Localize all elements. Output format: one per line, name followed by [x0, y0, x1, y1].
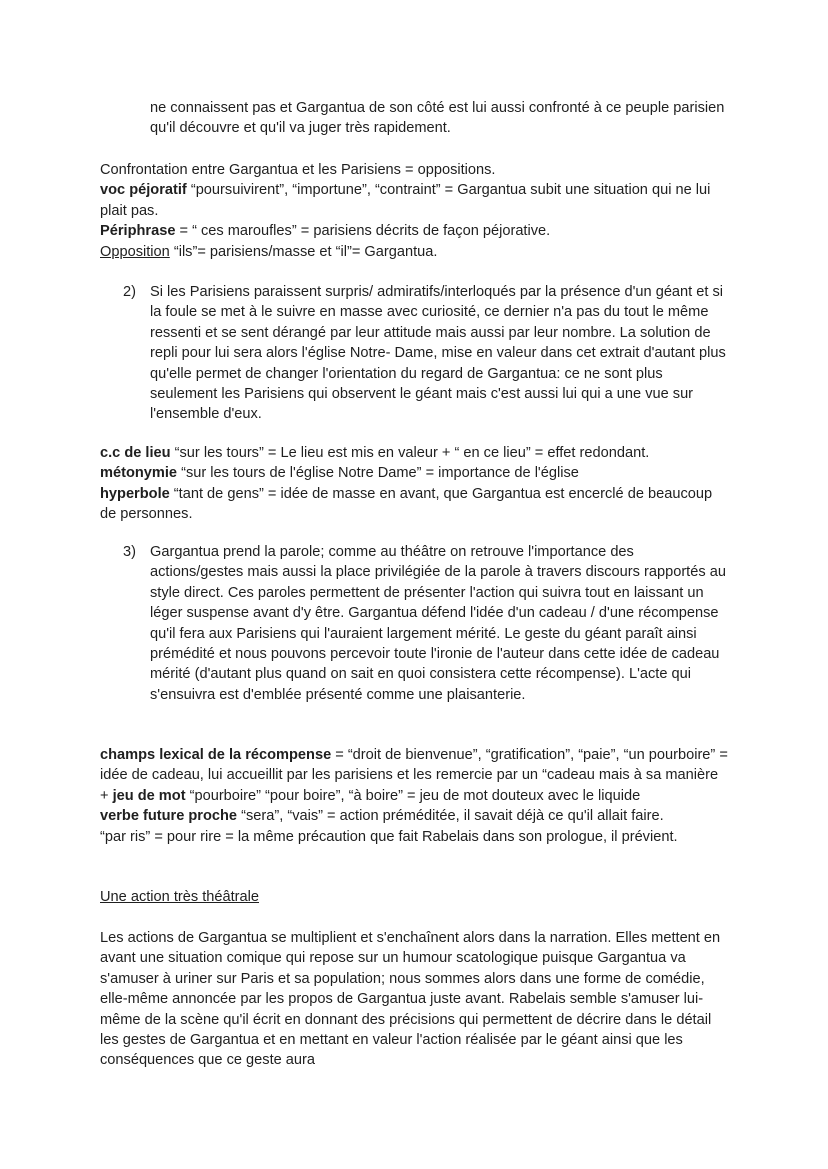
item-number: 2)	[123, 284, 136, 300]
numbered-item-2	[100, 282, 730, 425]
opposition-term: Opposition	[100, 243, 170, 260]
par-ris-line: “par ris” = pour rire = la même précaution que fait Rabelais dans son prologue, il prévient.	[100, 828, 678, 845]
analysis-block-1	[100, 160, 730, 262]
intro-paragraph: ne connaissent pas et Gargantua de son côté est lui aussi confronté à ce peuple parisien qu'il découvre et qu'il va juger très rapidement.	[150, 100, 725, 137]
jeu-de-mot-term: jeu de mot	[112, 787, 186, 804]
jeu-de-mot-text: “pourboire” “pour boire”, “à boire” = jeu de mot douteux avec le liquide	[185, 787, 641, 804]
cc-lieu-text: “sur les tours” = Le lieu est mis en valeur + “ en ce lieu” = effet redondant.	[170, 445, 650, 461]
section-paragraph: Les actions de Gargantua se multiplient et s'enchaînent alors dans la narration. Elles mettent en avant une situation comique qui repose sur un humour scatologique puisque Gargantua va s'amuser à uriner sur Paris et sa population; nous sommes alors dans une forme de comédie, elle-même annoncée par les propos de Gargantua juste avant. Rabelais semble s'amuser lui-même de la scène qu'il écrit en donnant des précisions qui permettent de décrire dans le détail les gestes de Gargantua et en mettant en valeur l'action réalisée par le géant ainsi que les conséquences que ce geste aura	[100, 930, 721, 1069]
numbered-item-3	[100, 542, 730, 705]
item-text: Si les Parisiens paraissent surpris/ admiratifs/interloqués par la présence d'un géant et si la foule se met à le suivre en masse avec curiosité, ce dernier n'a pas du tout le même ressenti et se sent dérangé par leur attitude mais aussi par leur nombre. La solution de repli pour lui sera alors l'église Notre- Dame, mise en valeur dans cet extrait d'autant plus qu'elle permet de changer l'orientation du regard de Gargantua: ce ne sont plus seulement les Parisiens qui observent le géant mais c'est aussi lui qui a une vue sur l'ensemble d'eux.	[150, 284, 726, 423]
voc-pejoratif-text: “poursuivirent”, “importune”, “contraint” = Gargantua subit une situation qui ne lui plait pas.	[100, 182, 711, 219]
champ-lexical-text: = “droit de bienvenue”, “gratification”, “paie”, “un pourboire” = idée de cadeau, lui accueillit par les parisiens et les remercie par un “cadeau mais à sa manière +	[100, 747, 728, 804]
periphrase-line	[100, 221, 730, 241]
confrontation-line: Confrontation entre Gargantua et les Parisiens = oppositions.	[100, 162, 496, 178]
hyperbole-text: “tant de gens” = idée de masse en avant, que Gargantua est encerclé de beaucoup de personnes.	[100, 485, 713, 523]
hyperbole-line	[100, 484, 730, 525]
metonymie-term: métonymie	[100, 465, 178, 482]
analysis-block-2	[100, 443, 730, 525]
verbe-futur-term: verbe future proche	[100, 808, 238, 825]
metonymie-line	[100, 463, 730, 483]
voc-pejoratif-line	[100, 180, 730, 221]
cc-lieu-term: c.c de lieu	[100, 445, 171, 461]
verbe-futur-line	[100, 806, 730, 826]
item-number: 3)	[123, 544, 136, 560]
analysis-block-3	[100, 745, 730, 847]
metonymie-text: “sur les tours de l'église Notre Dame” = importance de l'église	[177, 465, 579, 482]
verbe-futur-text: “sera”, “vais” = action préméditée, il savait déjà ce qu'il allait faire.	[237, 808, 664, 825]
periphrase-text: = “ ces maroufles” = parisiens décrits de façon péjorative.	[175, 223, 551, 240]
opposition-line	[100, 242, 730, 262]
champ-lexical-term: champs lexical de la récompense	[100, 747, 332, 763]
hyperbole-term: hyperbole	[100, 485, 170, 502]
champ-lexical-line	[100, 745, 730, 806]
opposition-text: “ils”= parisiens/masse et “il”= Gargantua.	[169, 243, 438, 260]
section-heading: Une action très théâtrale	[100, 889, 259, 905]
voc-pejoratif-term: voc péjoratif	[100, 182, 187, 199]
item-text: Gargantua prend la parole; comme au théâtre on retrouve l'importance des actions/gestes mais aussi la place privilégiée de la parole à travers discours rapportés au style direct. Ces paroles permettent de présenter l'action qui suivra tout en laissant un léger suspense avant d'y être. Gargantua défend l'idée d'un cadeau / d'une récompense qu'il fera aux Parisiens qui l'auraient largement mérité. Le geste du géant paraît ainsi prémédité et nous pouvons percevoir toute l'ironie de l'auteur dans cette idée de cadeau mérité (d'autant plus quand on sait en quoi consistera cette récompense). L'acte qui s'ensuivra est d'emblée présenté comme une plaisanterie.	[150, 544, 726, 703]
cc-lieu-line	[100, 443, 730, 463]
periphrase-term: Périphrase	[100, 223, 176, 240]
